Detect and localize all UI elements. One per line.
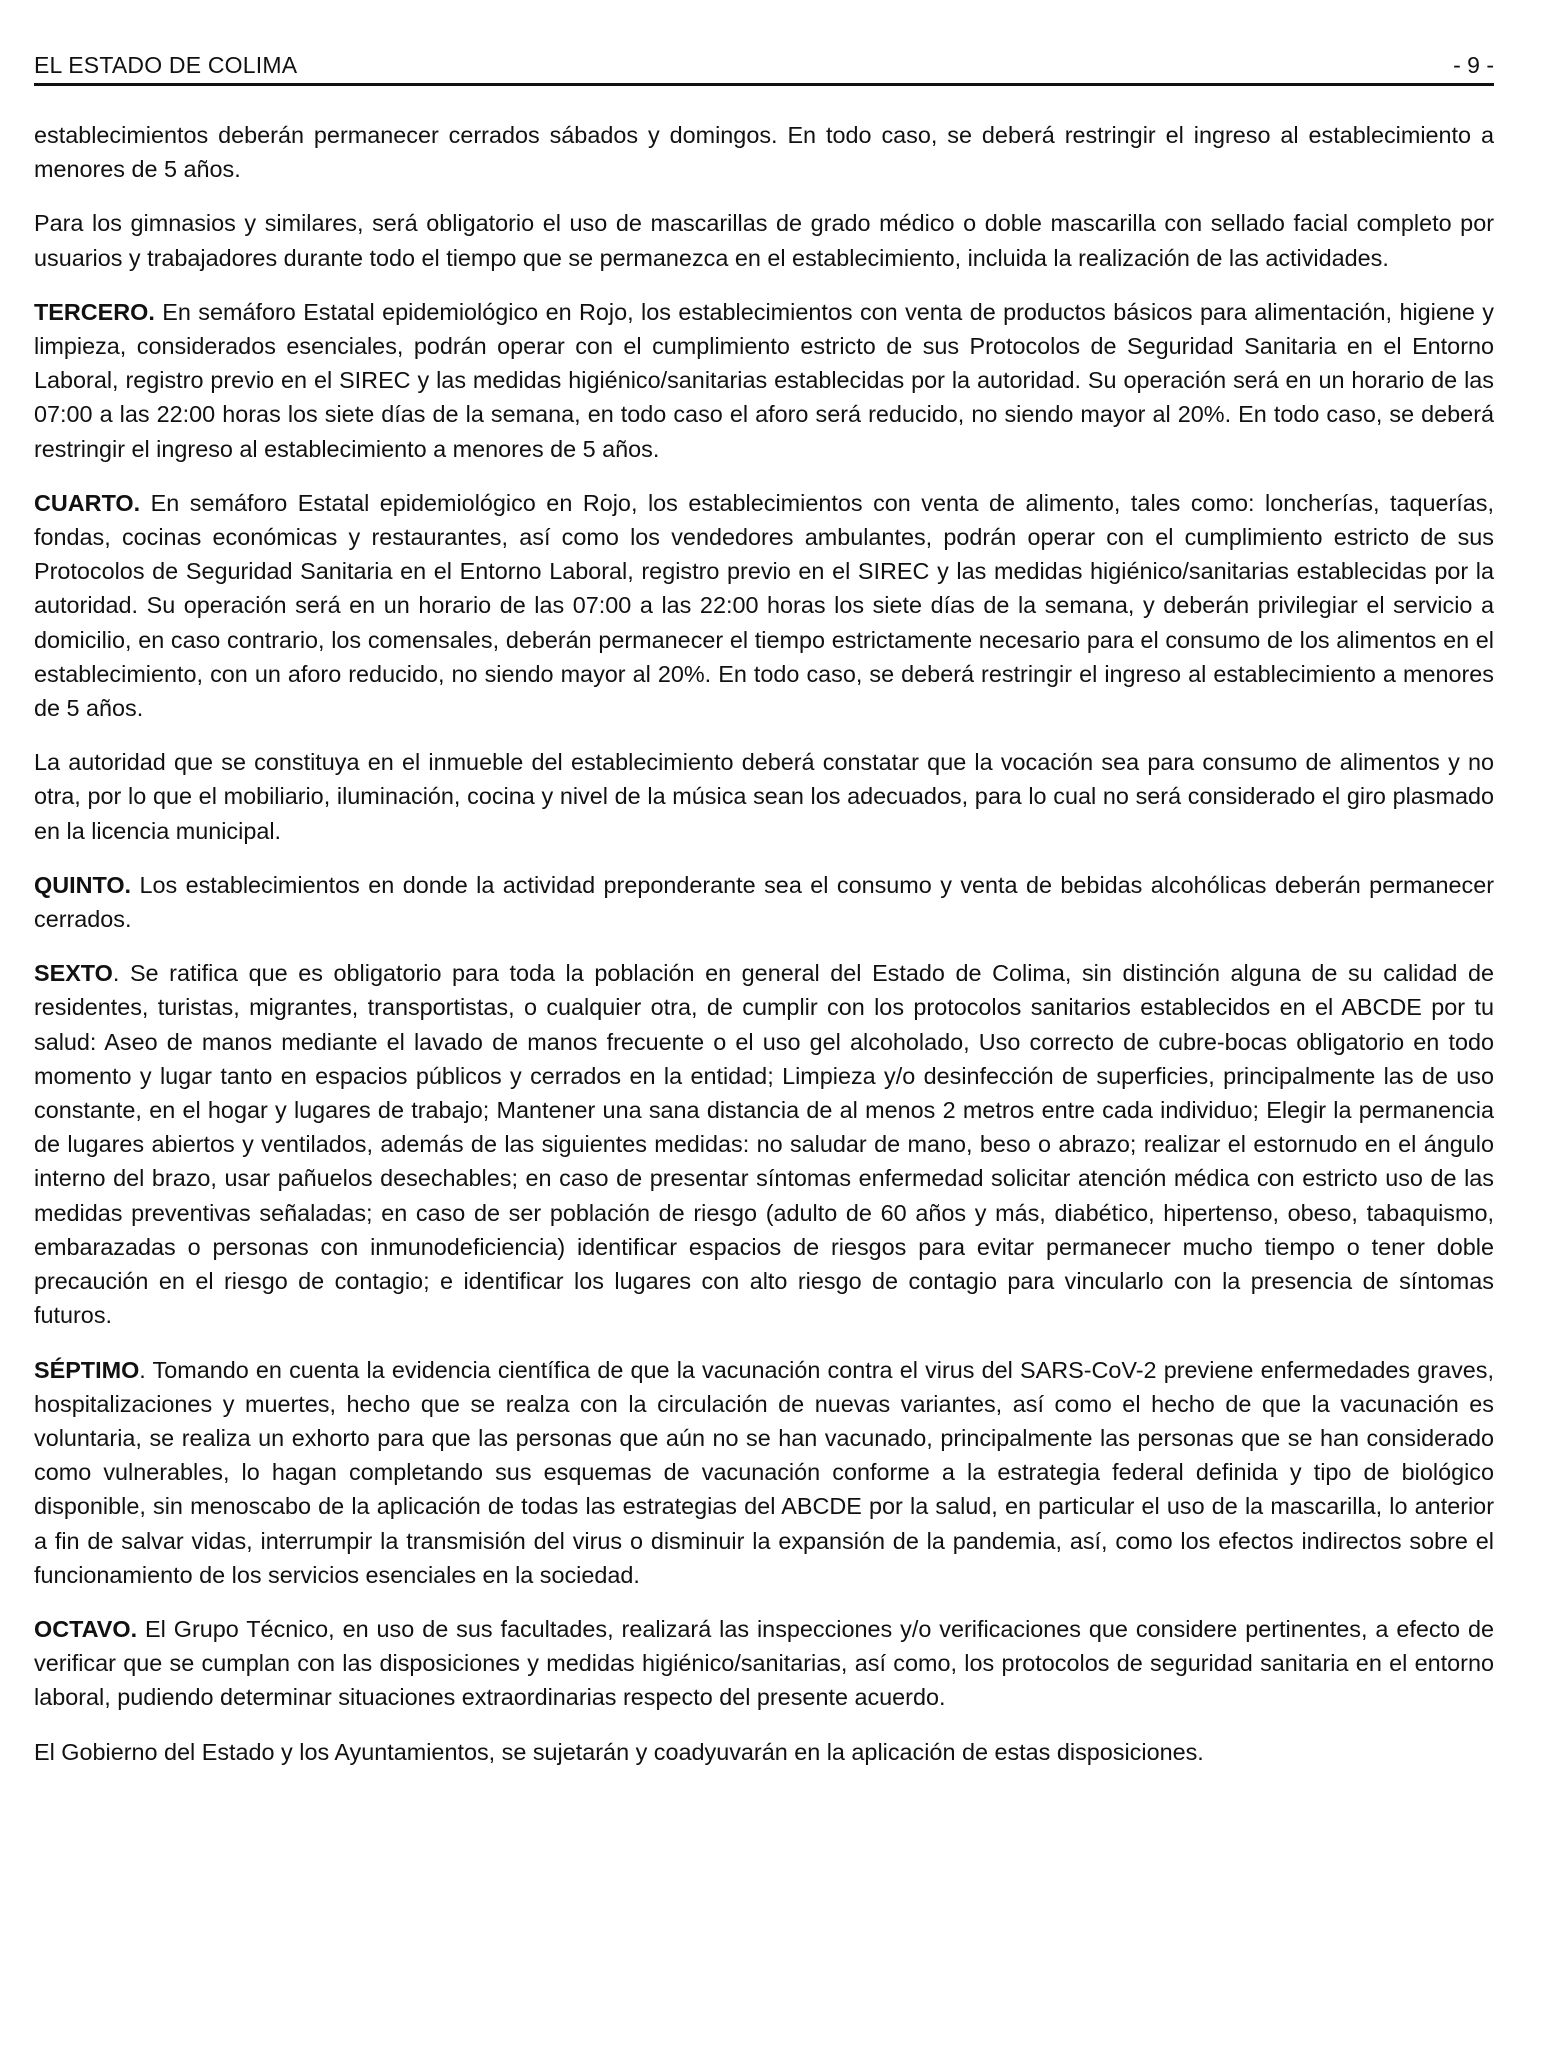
document-page (34, 0, 1494, 1789)
article-heading: CUARTO. (34, 489, 141, 516)
article-tercero (34, 295, 1494, 466)
paragraph-text: Para los gimnasios y similares, será obligatorio el uso de mascarillas de grado médico o doble mascarilla con sellado facial completo por usuarios y trabajadores durante todo el tiempo que se permanezca en el establecimiento, incluida la realización de las actividades. (34, 210, 1494, 271)
paragraph-text: El Gobierno del Estado y los Ayuntamientos, se sujetarán y coadyuvarán en la aplicación de estas disposiciones. (34, 1738, 1204, 1765)
article-sexto (34, 956, 1494, 1332)
article-quinto (34, 868, 1494, 936)
article-heading: TERCERO. (34, 298, 155, 325)
paragraph-text: . Tomando en cuenta la evidencia científica de que la vacunación contra el virus del SARS-CoV-2 previene enfermedades graves, hospitalizaciones y muertes, hecho que se realza con la circulación de nuevas variantes, así como el hecho de que la vacunación es voluntaria, se realiza un exhorto para que las personas que aún no se han vacunado, principalmente las personas que se han considerado como vulnerables, lo hagan completando sus esquemas de vacunación conforme a la estrategia federal definida y tipo de biológico disponible, sin menoscabo de la aplicación de todas las estrategias del ABCDE por la salud, en particular el uso de la mascarilla, lo anterior a fin de salvar vidas, interrumpir la transmisión del virus o disminuir la expansión de la pandemia, así, como los efectos indirectos sobre el funcionamiento de los servicios esenciales en la sociedad. (34, 1356, 1494, 1588)
article-septimo (34, 1353, 1494, 1592)
paragraph-text: Los establecimientos en donde la actividad preponderante sea el consumo y venta de bebidas alcohólicas deberán permanecer cerrados. (34, 871, 1494, 933)
article-cuarto (34, 486, 1494, 725)
paragraph-text: . Se ratifica que es obligatorio para toda la población en general del Estado de Colima, sin distinción alguna de su calidad de residentes, turistas, migrantes, transportistas, o cualquier otra, de cumplir con los protocolos sanitarios establecidos en el ABCDE por tu salud: Aseo de manos mediante el lavado de manos frecuente o el uso gel alcoholado, Uso correcto de cubre-bocas obligatorio en todo momento y lugar tanto en espacios públicos y cerrados en la entidad; Limpieza y/o desinfección de superficies, principalmente las de uso constante, en el hogar y lugares de trabajo; Mantener una sana distancia de al menos 2 metros entre cada individuo; Elegir la permanencia de lugares abiertos y ventilados, además de las siguientes medidas: no saludar de mano, beso o abrazo; realizar el estornudo en el ángulo interno del brazo, usar pañuelos desechables; en caso de presentar síntomas enfermedad solicitar atención médica con estricto uso de las medidas preventivas señaladas; en caso de ser población de riesgo (adulto de 60 años y más, diabético, hipertenso, obeso, tabaquismo, embarazadas o personas con inmunodeficiencia) identificar espacios de riesgos para evitar permanecer mucho tiempo o tener doble precaución en el riesgo de contagio; e identificar los lugares con alto riesgo de contagio para vincularlo con la presencia de síntomas futuros. (34, 960, 1494, 1329)
closing-paragraph (34, 1735, 1494, 1769)
paragraph-text: establecimientos deberán permanecer cerrados sábados y domingos. En todo caso, se deberá restringir el ingreso al establecimiento a menores de 5 años. (34, 122, 1494, 183)
paragraph-text: La autoridad que se constituya en el inmueble del establecimiento deberá constatar que la vocación sea para consumo de alimentos y no otra, por lo que el mobiliario, iluminación, cocina y nivel de la música sean los adecuados, para lo cual no será considerado el giro plasmado en la licencia municipal. (34, 749, 1494, 844)
paragraph-text: El Grupo Técnico, en uso de sus facultades, realizará las inspecciones y/o verificaciones que considere pertinentes, a efecto de verificar que se cumplan con las disposiciones y medidas higiénico/sanitarias, así como, los protocolos de seguridad sanitaria en el entorno laboral, pudiendo determinar situaciones extraordinarias respecto del presente acuerdo. (34, 1615, 1494, 1711)
page-header (34, 0, 1494, 86)
paragraph (34, 118, 1494, 186)
document-body (34, 86, 1494, 1769)
paragraph (34, 206, 1494, 274)
page-number: - 9 - (1453, 52, 1494, 78)
paragraph-text: En semáforo Estatal epidemiológico en Rojo, los establecimientos con venta de productos básicos para alimentación, higiene y limpieza, considerados esenciales, podrán operar con el cumplimiento estricto de sus Protocolos de Seguridad Sanitaria en el Entorno Laboral, registro previo en el SIREC y las medidas higiénico/sanitarias establecidas por la autoridad. Su operación será en un horario de las 07:00 a las 22:00 horas los siete días de la semana, en todo caso el aforo será reducido, no siendo mayor al 20%. En todo caso, se deberá restringir el ingreso al establecimiento a menores de 5 años. (34, 298, 1494, 462)
article-octavo (34, 1612, 1494, 1715)
article-heading: SEXTO (34, 960, 113, 987)
article-heading: SÉPTIMO (34, 1356, 140, 1383)
paragraph (34, 745, 1494, 848)
header-title: EL ESTADO DE COLIMA (34, 52, 298, 78)
article-heading: QUINTO. (34, 871, 132, 898)
article-heading: OCTAVO. (34, 1615, 138, 1642)
paragraph-text: En semáforo Estatal epidemiológico en Rojo, los establecimientos con venta de alimento, tales como: loncherías, taquerías, fondas, cocinas económicas y restaurantes, así como los vendedores ambulantes, podrán operar con el cumplimiento estricto de sus Protocolos de Seguridad Sanitaria en el Entorno Laboral, registro previo en el SIREC y las medidas higiénico/sanitarias establecidas por la autoridad. Su operación será en un horario de las 07:00 a las 22:00 horas los siete días de la semana, y deberán privilegiar el servicio a domicilio, en caso contrario, los comensales, deberán permanecer el tiempo estrictamente necesario para el consumo de los alimentos en el establecimiento, con un aforo reducido, no siendo mayor al 20%. En todo caso, se deberá restringir el ingreso al establecimiento a menores de 5 años. (34, 489, 1494, 722)
